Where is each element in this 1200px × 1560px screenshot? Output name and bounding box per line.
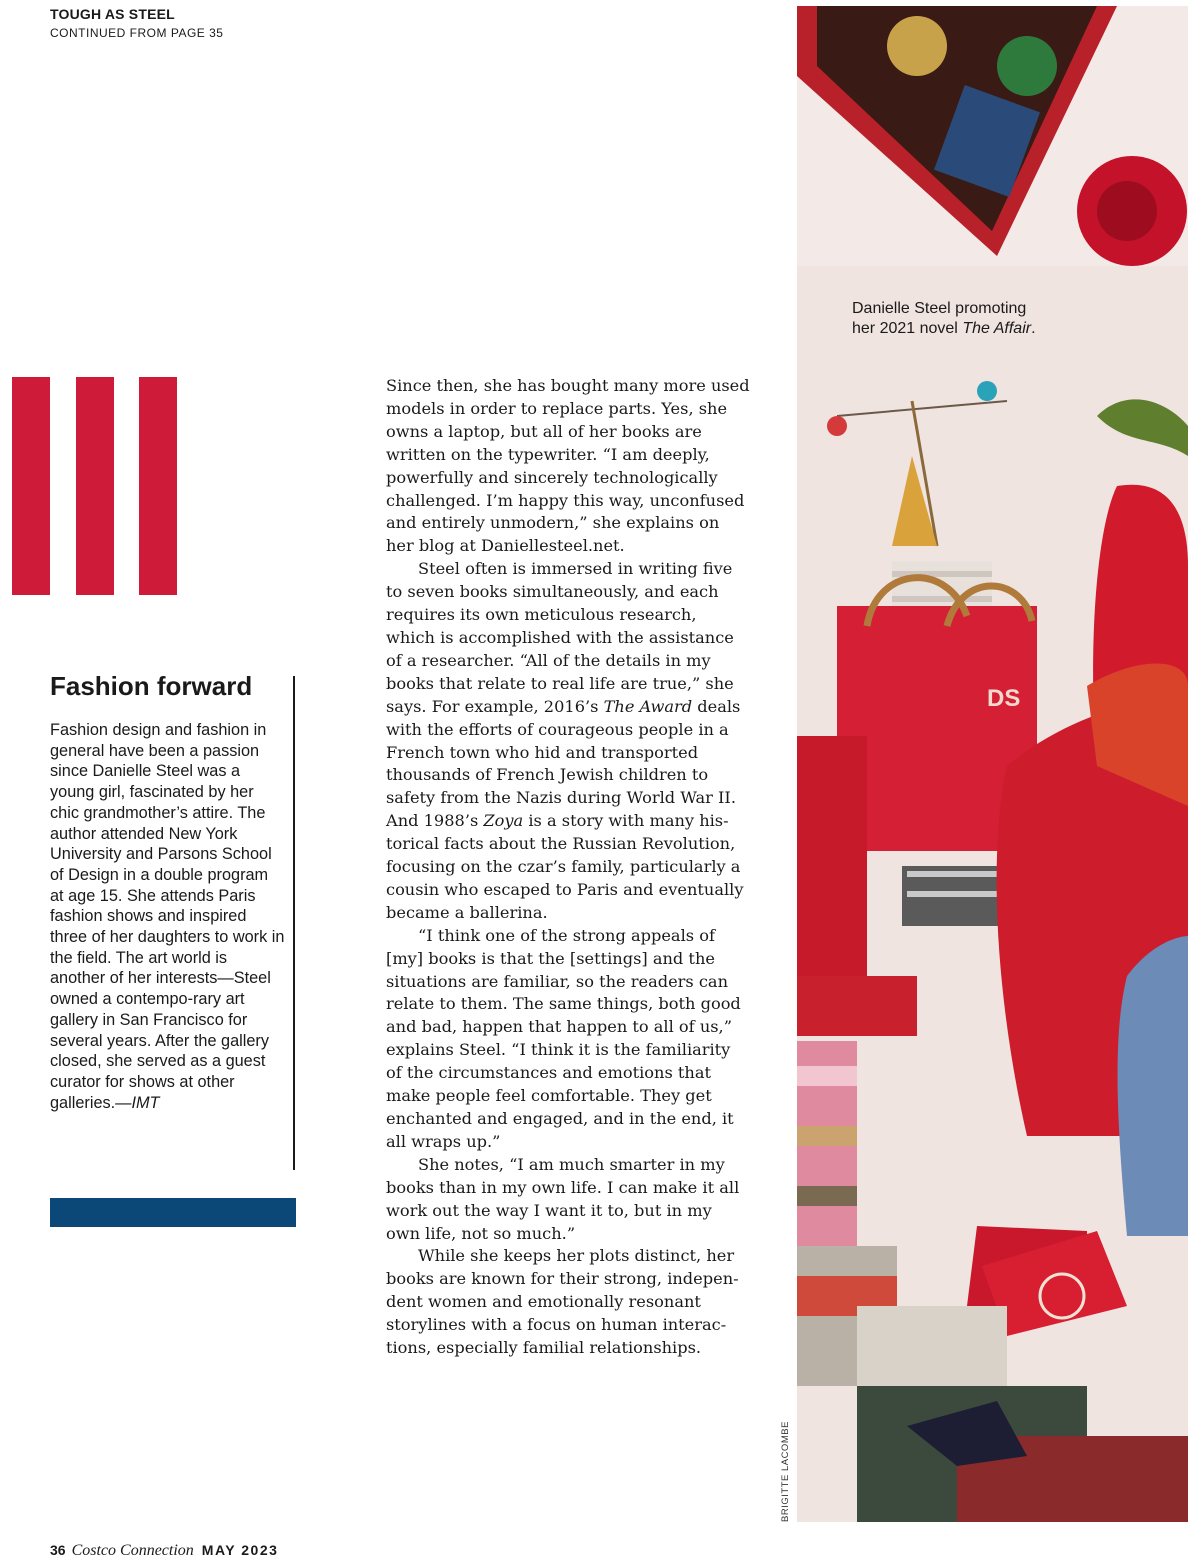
caption-line: Danielle Steel promoting	[852, 300, 1027, 317]
photo-caption	[852, 299, 1036, 339]
red-stripe	[12, 377, 50, 595]
text-run: Steel often is immersed in writing five to seven books simultaneously, and each requires its own meticulous research, which is accomplished with the assistance of a researcher. “All of the details in my books that relate to real life are true,” she says. For example, 2016’s	[386, 559, 734, 716]
issue-date: MAY 2023	[201, 1542, 279, 1558]
red-stripe	[76, 377, 114, 595]
caption-text: her 2021 novel	[852, 320, 963, 337]
caption-line	[852, 319, 1036, 339]
sidebar-signature: —IMT	[115, 1093, 160, 1112]
sidebar-fashion-forward	[50, 670, 295, 1170]
sidebar-body-text: Fashion design and fashion in general have been a passion since Danielle Steel was a young girl, fascinated by her chic grandmother’s attire. The author attended New York University and Parsons School of Design in a double program at age 15. She attends Paris fashion shows and inspired three of her daughters to work in the field. The art world is another of her interests—Steel owned a contempo-rary art gallery in San Francisco for several years. After the gallery closed, she served as a guest curator for shows at other galleries.	[50, 721, 285, 1112]
page-footer	[50, 1542, 278, 1560]
photo-credit: BRIGITTE LACOMBE	[780, 1421, 791, 1522]
text-run: deals with the efforts of courageous people in a French town who hid and transported thousands of French Jewish children to safety from the Nazis during World War II. And 1988’s	[386, 696, 741, 831]
continued-from-label: CONTINUED FROM PAGE 35	[50, 26, 224, 40]
section-kicker: TOUGH AS STEEL	[50, 6, 175, 22]
author-photo-illustration	[797, 6, 1188, 1522]
book-title: Zoya	[483, 811, 524, 831]
article-paragraph: Since then, she has bought many more used models in order to replace parts. Yes, she owns a laptop, but all of her books are written on the typewriter. “I am deeply, powerfully and sincerely technologically challenged. I’m happy this way, unconfused and entirely unmodern,” she explains on her blog at Daniellesteel.net.	[386, 376, 750, 556]
caption-book-title: The Affair	[962, 320, 1032, 337]
red-stripe	[139, 377, 177, 595]
author-photo	[797, 6, 1188, 1522]
sidebar-title: Fashion forward	[50, 671, 253, 701]
article-paragraph: “I think one of the strong appeals of [my] books is that the [settings] and the situations are familiar, so the readers can relate to them. The same things, both good and bad, happen that happen to all of us,” explains Steel. “I think it is the familiarity of the circumstances and emotions that make people feel comfortable. They get enchanted and engaged, and in the end, it all wraps up.”	[386, 925, 741, 1151]
article-paragraph: She notes, “I am much smarter in my books than in my own life. I can make it all work out the way I want it to, but in my own life, not so much.”	[386, 1154, 740, 1243]
text-run: is a story with many his-torical facts about the Russian Revolution, focusing on the czar’s family, particularly a cousin who escaped to Paris and eventually became a ballerina.	[386, 811, 744, 922]
sidebar-body	[50, 720, 285, 1113]
magazine-name: Costco Connection	[71, 1542, 194, 1559]
sidebar-blue-bar	[50, 1198, 296, 1227]
sidebar-vertical-rule	[293, 676, 295, 1170]
bag-monogram: DS	[987, 685, 1021, 712]
decorative-red-stripes	[12, 377, 178, 595]
article-paragraph	[386, 558, 750, 925]
article-paragraph: While she keeps her plots distinct, her books are known for their strong, indepen-dent women and emotionally resonant storylines with a focus on human interac-tions, especially familial relationships.	[386, 1246, 739, 1358]
caption-period: .	[1031, 320, 1036, 337]
book-title: The Award	[603, 696, 693, 716]
page-number: 36	[50, 1542, 66, 1558]
article-column	[386, 375, 750, 1360]
